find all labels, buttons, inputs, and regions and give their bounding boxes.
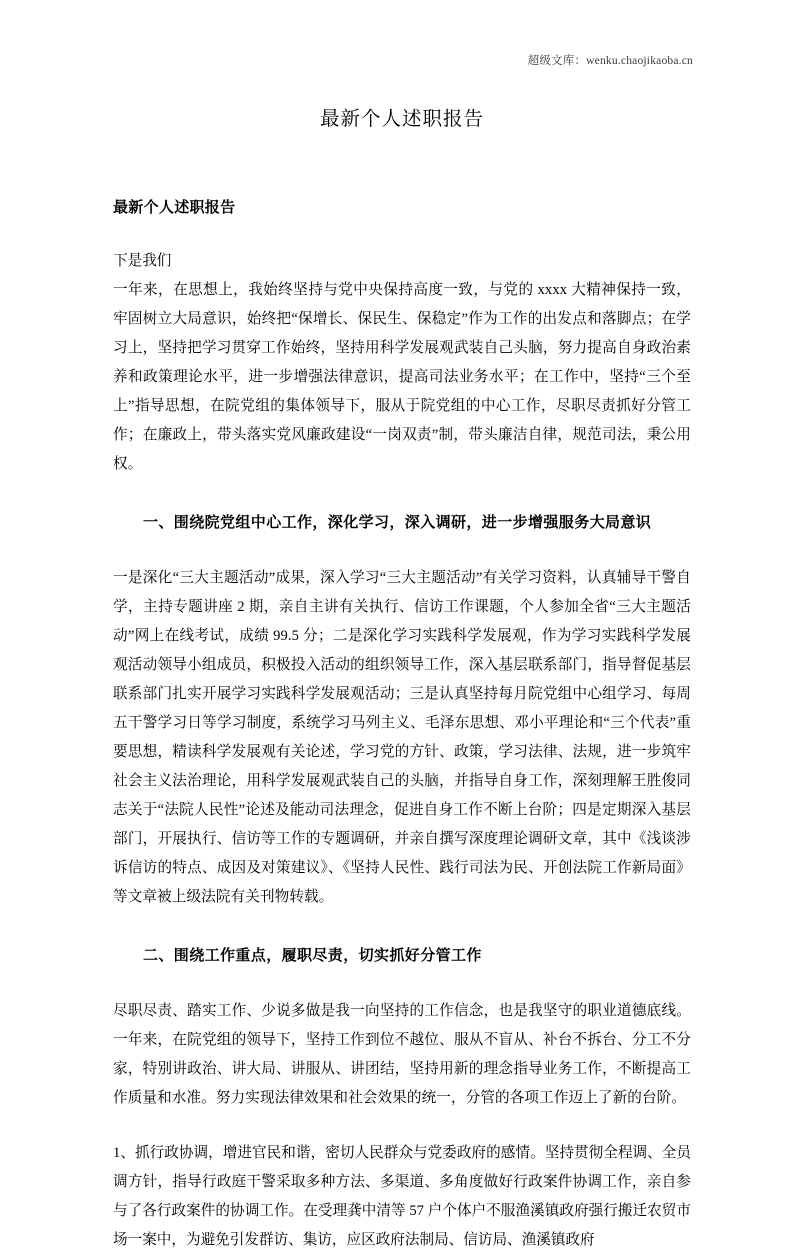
page-title: 最新个人述职报告 bbox=[319, 109, 484, 130]
document-subheading: 最新个人述职报告 bbox=[113, 200, 236, 216]
section-one-body: 一是深化“三大主题活动”成果，深入学习“三大主题活动”有关学习资料，认真辅导干警自学，主持专题讲座 2 期，亲自主讲有关执行、信访工作课题，个人参加全省“三大主题活动”网上在线考试，成绩 99.5 分；二是深化学习实践科学发展观，作为学习实践科学发展观活动领导小组成员，积极投入活动的组织领导工作，深入基层联系部门，指导督促基层联系部门扎实开展学习实践科学发展观活动；三是认真坚持每月院党组中心组学习、每周五干警学习日等学习制度，系统学习马列主义、毛泽东思想、邓小平理论和“三个代表”重要思想，精读科学发展观有关论述，学习党的方针、政策，学习法律、法规，进一步筑牢社会主义法治理论，用科学发展观武装自己的头脑，并指导自身工作，深刻理解王胜俊同志关于“法院人民性”论述及能动司法理念，促进自身工作不断上台阶；四是定期深入基层部门，开展执行、信访等工作的专题调研，并亲自撰写深度理论调研文章，其中《浅谈涉诉信访的特点、成因及对策建议》、《坚持人民性、践行司法为民、开创法院工作新局面》等文章被上级法院有关刊物转载。 bbox=[113, 570, 691, 905]
section-heading-one: 一、围绕院党组中心工作，深化学习，深入调研，进一步增强服务大局意识 bbox=[143, 515, 652, 531]
lead-line: 下是我们 bbox=[113, 253, 172, 269]
site-watermark: 超级文库：wenku.chaojikaoba.cn bbox=[527, 55, 693, 67]
section-two-numbered-item: 1、抓行政协调，增进官民和谐，密切人民群众与党委政府的感情。坚持贯彻全程调、全员调方针，指导行政庭干警采取多种方法、多渠道、多角度做好行政案件协调工作，亲自参与了各行政案件的协调工作。在受理龚中清等 57 户个体户不服渔溪镇政府强行搬迁农贸市场一案中，为避免引发群访、集访，应区政府法制局、信访局、渔溪镇政府 bbox=[113, 1145, 691, 1248]
section-two-body: 尽职尽责、踏实工作、少说多做是我一向坚持的工作信念，也是我坚守的职业道德底线。一年来，在院党组的领导下，坚持工作到位不越位、服从不盲从、补台不拆台、分工不分家，特别讲政治、讲大局、讲服从、讲团结，坚持用新的理念指导业务工作，不断提高工作质量和水准。努力实现法律效果和社会效果的统一，分管的各项工作迈上了新的台阶。 bbox=[113, 1003, 691, 1106]
section-heading-two: 二、围绕工作重点，履职尽责，切实抓好分管工作 bbox=[143, 948, 482, 964]
document-content bbox=[113, 196, 691, 1255]
intro-paragraph: 一年来，在思想上，我始终坚持与党中央保持高度一致，与党的 xxxx 大精神保持一致，牢固树立大局意识，始终把“保增长、保民生、保稳定”作为工作的出发点和落脚点；在学习上，坚持把学习贯穿工作始终，坚持用科学发展观武装自己头脑，努力提高自身政治素养和政策理论水平，进一步增强法律意识，提高司法业务水平；在工作中，坚持“三个至上”指导思想，在院党组的集体领导下，服从于院党组的中心工作，尽职尽责抓好分管工作；在廉政上，带头落实党风廉政建设“一岗双责”制，带头廉洁自律，规范司法，秉公用权。 bbox=[113, 282, 691, 472]
